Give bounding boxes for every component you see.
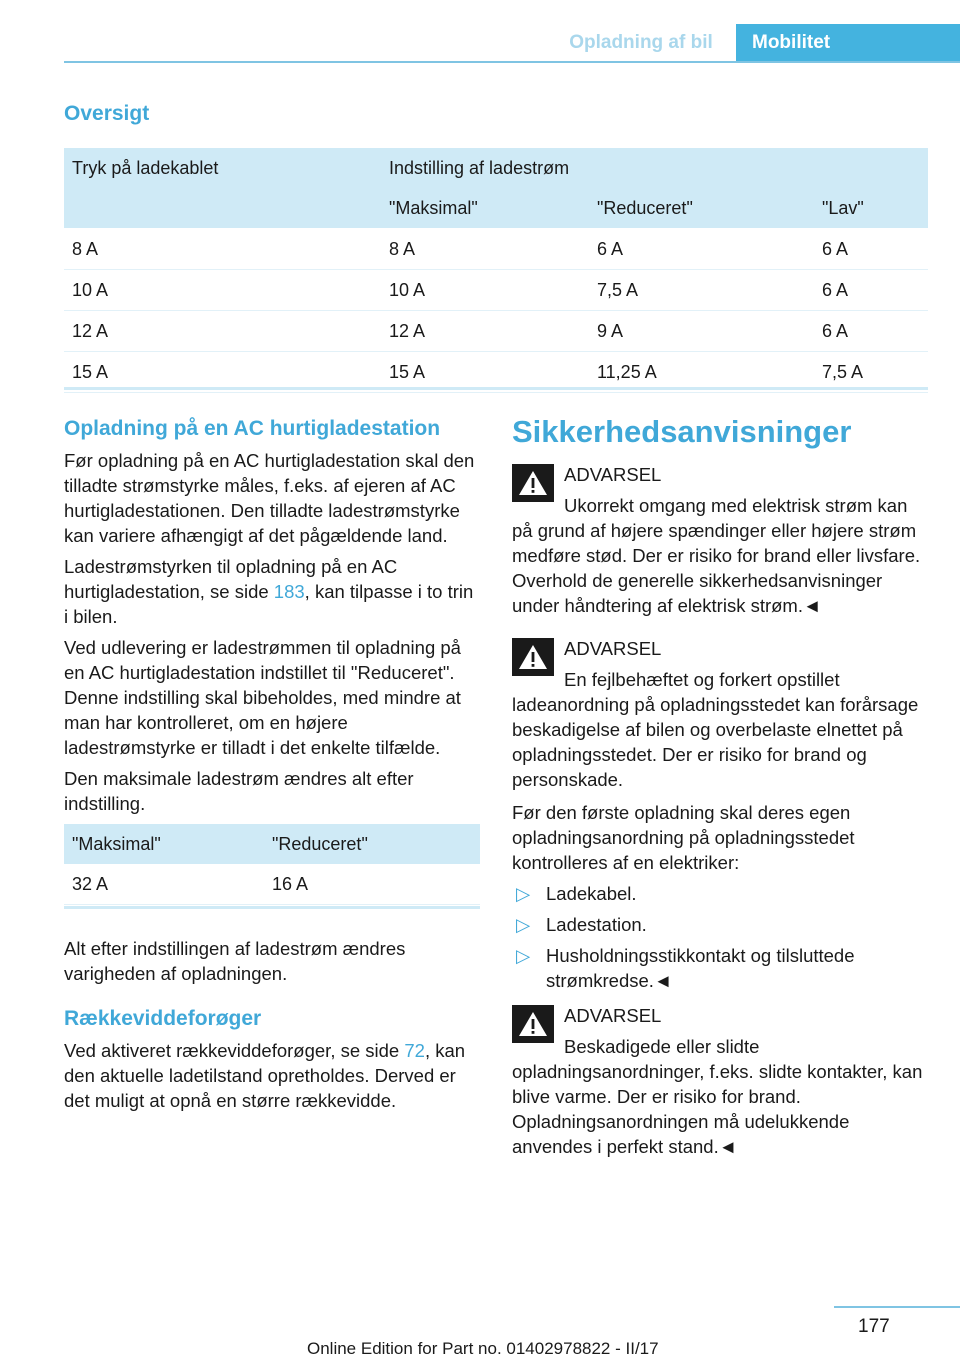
warning-block [512, 1003, 928, 1159]
list-item-text: Ladestation. [546, 914, 647, 935]
table-header-row [64, 824, 480, 864]
table-cell: 12 A [64, 311, 381, 352]
warning-text: En fejlbehæftet og forkert opstillet ladeanordning på opladningsstedet kan forårsage beskadigelse af bilen og overbelaste elnettet på opladningsstedet. Der er risiko for brand og personskade. [512, 669, 919, 790]
paragraph [64, 554, 480, 629]
table-cell: 6 A [589, 229, 814, 270]
list-item-text: Husholdningsstikkontakt og tilsluttede strømkredse.◄ [546, 945, 855, 991]
paragraph [64, 1038, 480, 1113]
table-cell: 10 A [64, 270, 381, 311]
table-subheader-row [64, 188, 928, 229]
table-subheader-cell: "Lav" [814, 188, 928, 229]
left-column [64, 416, 480, 1119]
warning-text: Beskadigede eller slidte opladningsanordninger, f.eks. slidte kontakter, kan blive varme. Der er risiko for brand. Opladningsanordningen må udelukkende anvendes i perfekt stand.◄ [512, 1036, 923, 1157]
warning-icon [512, 464, 554, 502]
table-cell: 6 A [814, 270, 928, 311]
right-column [512, 414, 928, 1167]
header-section-tab: Opladning af bil [548, 24, 734, 61]
warning-heading: ADVARSEL [564, 1005, 662, 1026]
warning-block [512, 636, 928, 792]
header-divider [64, 61, 960, 63]
table-header-cell: "Reduceret" [264, 824, 480, 864]
table-row [64, 229, 928, 270]
bullet-list [512, 881, 928, 993]
safety-title: Sikkerhedsanvisninger [512, 414, 852, 449]
charging-current-table [64, 148, 928, 393]
table-cell: 10 A [381, 270, 589, 311]
bullet-triangle-icon: ▷ [516, 914, 531, 935]
table-cell: 7,5 A [814, 352, 928, 393]
table-cell: 12 A [381, 311, 589, 352]
list-item [512, 912, 928, 937]
header-chapter-tab: Mobilitet [736, 24, 960, 61]
table-subheader-empty [64, 188, 381, 229]
table-row [64, 311, 928, 352]
table-row [64, 864, 480, 905]
list-item-text: Ladekabel. [546, 883, 637, 904]
bullet-triangle-icon: ▷ [516, 883, 531, 904]
table-subheader-cell: "Reduceret" [589, 188, 814, 229]
list-item [512, 881, 928, 906]
warning-block [512, 462, 928, 618]
page-number-rule [834, 1306, 960, 1308]
page-number: 177 [858, 1316, 890, 1337]
table-header-cable: Tryk på ladekablet [64, 148, 381, 188]
max-current-table [64, 824, 480, 905]
paragraph-text: , kan den aktuelle ladetilstand opretholdes. Derved er det muligt at opnå en større rækkevidde. [64, 1040, 466, 1111]
paragraph-text: Ved aktiveret rækkeviddeforøger, se side [64, 1040, 405, 1061]
table-cell: 6 A [814, 311, 928, 352]
paragraph: Før den første opladning skal deres egen opladningsanordning på opladningsstedet kontrolleres af en elektriker: [512, 802, 855, 873]
table-cell: 11,25 A [589, 352, 814, 393]
paragraph-text: , kan tilpasse i to trin i bilen. [64, 581, 474, 627]
table-cell: 6 A [814, 229, 928, 270]
table-header-cell: "Maksimal" [64, 824, 264, 864]
warning-heading: ADVARSEL [564, 464, 662, 485]
paragraph: Den maksimale ladestrøm ændres alt efter indstilling. [64, 768, 414, 814]
paragraph: Før opladning på en AC hurtigladestation skal den tilladte strømstyrke måles, f.eks. af ejeren af AC hurtigladestationen. Den tilladte ladestrømstyrke kan variere afhængigt af det pågældende land. [64, 450, 475, 546]
page-link-183[interactable]: 183 [273, 581, 305, 602]
table-row [64, 270, 928, 311]
max-current-table-wrapper [64, 824, 480, 936]
ac-charging-title: Opladning på en AC hurtigladestation [64, 417, 441, 440]
range-extender-title: Rækkeviddeforøger [64, 1007, 262, 1030]
table-cell: 8 A [64, 229, 381, 270]
table-cell: 7,5 A [589, 270, 814, 311]
table-cell: 16 A [264, 864, 480, 905]
table-cell: 32 A [64, 864, 264, 905]
table-cell: 9 A [589, 311, 814, 352]
table-bottom-rule [64, 906, 480, 909]
list-item [512, 943, 928, 993]
overview-title: Oversigt [64, 102, 150, 125]
table-bottom-rule [64, 387, 928, 390]
warning-text: Ukorrekt omgang med elektrisk strøm kan på grund af højere spændinger eller højere strøm medføre stød. Der er risiko for brand eller livsfare. Overhold de generelle sikkerhedsanvisninger under håndtering af elektrisk strøm.◄ [512, 495, 921, 616]
table-subheader-cell: "Maksimal" [381, 188, 589, 229]
edition-footer: Online Edition for Part no. 01402978822 - II/17 [307, 1339, 659, 1358]
page-link-72[interactable]: 72 [404, 1040, 425, 1061]
warning-icon [512, 1005, 554, 1043]
table-header-setting: Indstilling af ladestrøm [381, 148, 928, 188]
paragraph: Ved udlevering er ladestrømmen til opladning på en AC hurtigladestation indstillet til "Reduceret". Denne indstilling skal bibeholdes, med mindre at man har kontrolleret, om en højere ladestrømstyrke er tilladt i det enkelte tilfælde. [64, 637, 461, 758]
table-cell: 15 A [64, 352, 381, 393]
warning-heading: ADVARSEL [564, 638, 662, 659]
bullet-triangle-icon: ▷ [516, 945, 531, 966]
warning-icon [512, 638, 554, 676]
table-header-row [64, 148, 928, 188]
table-cell: 8 A [381, 229, 589, 270]
paragraph: Alt efter indstillingen af ladestrøm ændres varigheden af opladningen. [64, 938, 406, 984]
table-cell: 15 A [381, 352, 589, 393]
paragraph-text: Ladestrømstyrken til opladning på en AC hurtigladestation, se side [64, 556, 398, 602]
